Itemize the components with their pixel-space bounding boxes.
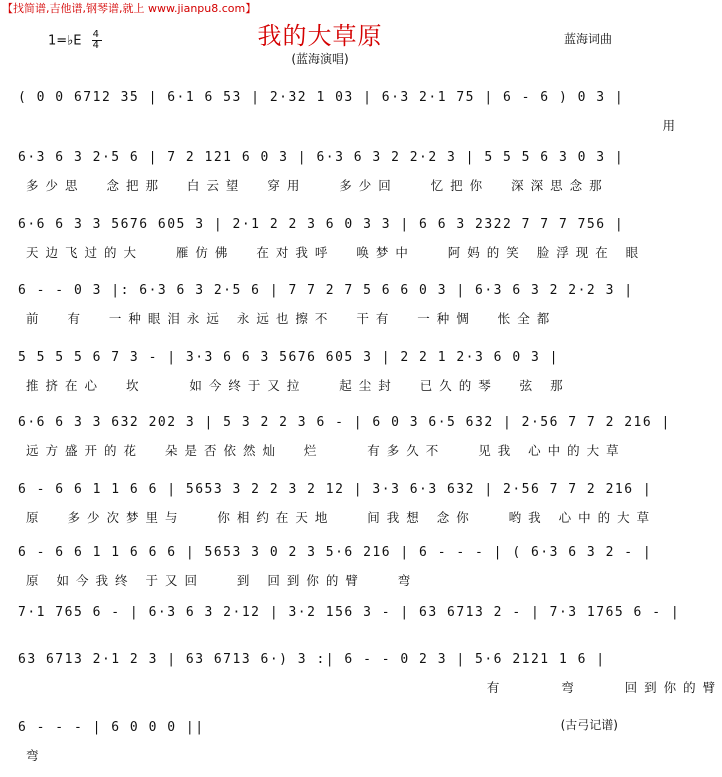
lyrics-line: 前 有 一种眼泪永远 永远也擦不 干有 一种惆 怅全都 xyxy=(26,311,557,326)
notes-line: 5 5 5 5 6 7 3 - | 3·3 6 6 3 5676 605 3 | 2 2 1 2·3 6 0 3 | xyxy=(18,350,559,365)
lyrics-line: 弯 xyxy=(26,748,46,763)
notes-line: 63 6713 2·1 2 3 | 63 6713 6·) 3 :| 6 - - 0 2 3 | 5·6 2121 1 6 | xyxy=(18,652,606,667)
lyrics-line: 天边飞过的大 雁仿佛 在对我呼 唤梦中 阿妈的笑 脸浮现在 眼 xyxy=(26,245,646,260)
score-line-7 xyxy=(18,482,657,532)
lyrics-line: 原 多少次梦里与 你相约在天地 间我想 念你 哟我 心中的大草 xyxy=(26,510,657,525)
notes-line: 6 - 6 6 1 1 6 6 | 5653 3 2 2 3 2 12 | 3·3 6·3 632 | 2·56 7 7 2 216 | xyxy=(18,482,653,497)
notes-line: 6 - - 0 3 |: 6·3 6 3 2·5 6 | 7 7 2 7 5 6 6 0 3 | 6·3 6 3 2 2·2 3 | xyxy=(18,283,634,298)
site-banner: 【找简谱,吉他谱,钢琴谱,就上 www.jianpu8.com】 xyxy=(2,2,257,15)
score-line-1 xyxy=(18,90,682,140)
song-title: 我的大草原 xyxy=(257,22,383,50)
notes-line: 6·6 6 3 3 5676 605 3 | 2·1 2 2 3 6 0 3 3 | 6 6 3 2322 7 7 7 756 | xyxy=(18,217,625,232)
score-line-3 xyxy=(18,217,646,267)
singer-credit: (蓝海演唱) xyxy=(291,52,349,66)
lyrics-line: 用 xyxy=(26,118,682,133)
lyrics-line: 有 弯 回到你的臂 xyxy=(26,680,722,695)
lyrics-line: 远方盛开的花 朵是否依然灿 烂 有多久不 见我 心中的大草 xyxy=(26,443,626,458)
notes-line: 6 - - - | 6 0 0 0 || xyxy=(18,720,205,735)
notes-line: ( 0 0 6712 35 | 6·1 6 53 | 2·32 1 03 | 6·3 2·1 75 | 6 - 6 ) 0 3 | xyxy=(18,90,625,105)
transcriber-credit: (古弓记谱) xyxy=(560,718,618,732)
score-line-9 xyxy=(18,605,681,635)
lyrics-line: 推挤在心 坎 如今终于又拉 起尘封 已久的琴 弦 那 xyxy=(26,378,570,393)
score-line-10 xyxy=(18,652,722,702)
score-line-11 xyxy=(18,720,623,770)
notes-line: 6·3 6 3 2·5 6 | 7 2 121 6 0 3 | 6·3 6 3 2 2·2 3 | 5 5 5 6 3 0 3 | xyxy=(18,150,625,165)
score-line-2 xyxy=(18,150,623,200)
lyrics-line: 原 如今我终 于又回 到 回到你的臂 弯 xyxy=(26,573,418,588)
lyrics-line: 多少思 念把那 白云望 穿用 多少回 忆把你 深深思念那 xyxy=(26,178,609,193)
score-line-4 xyxy=(18,283,634,333)
notes-line: 7·1 765 6 - | 6·3 6 3 2·12 | 3·2 156 3 - | 63 6713 2 - | 7·3 1765 6 - | xyxy=(18,605,681,620)
score-line-8 xyxy=(18,545,653,595)
notes-line: 6·6 6 3 3 632 202 3 | 5 3 2 2 3 6 - | 6 0 3 6·5 632 | 2·56 7 7 2 216 | xyxy=(18,415,671,430)
notes-line: 6 - 6 6 1 1 6 6 6 | 5653 3 0 2 3 5·6 216 | 6 - - - | ( 6·3 6 3 2 - | xyxy=(18,545,653,560)
composer-credit: 蓝海词曲 xyxy=(563,32,612,46)
time-top: 4 xyxy=(92,29,100,40)
time-bottom: 4 xyxy=(92,40,100,51)
key-label: 1=♭E xyxy=(48,33,82,49)
score-line-5 xyxy=(18,350,623,400)
score-line-6 xyxy=(18,415,671,465)
